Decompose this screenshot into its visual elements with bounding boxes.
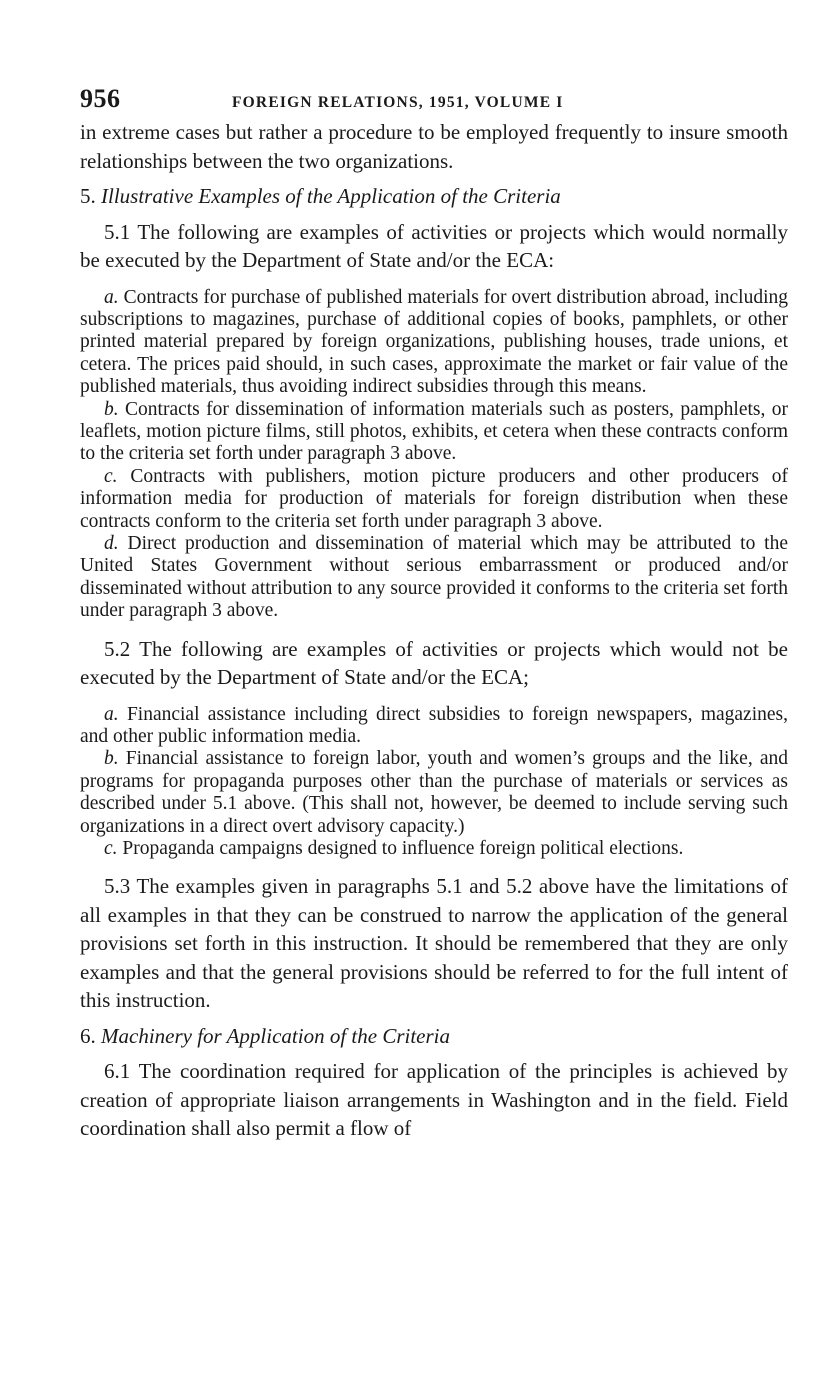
item-text: Contracts with publishers, motion picture producers and other producers of information media for production of materials for foreign distribution when these contracts conform to the criteria set forth under paragraph 3 above.	[80, 465, 788, 532]
item-text: Propaganda campaigns designed to influence foreign political elections.	[122, 838, 684, 860]
list-item	[80, 533, 788, 623]
section-title: Machinery for Application of the Criteria	[101, 1023, 450, 1048]
list-item	[80, 748, 788, 838]
continued-paragraph: in extreme cases but rather a procedure to be employed frequently to insure smooth relationships between the two organizations.	[80, 120, 788, 173]
item-text: Financial assistance including direct subsidies to foreign newspapers, magazines, and other public information media.	[80, 703, 788, 747]
item-letter: b.	[104, 398, 119, 420]
list-5-2	[80, 704, 788, 861]
running-head: FOREIGN RELATIONS, 1951, VOLUME I	[232, 94, 564, 111]
list-item	[80, 399, 788, 466]
list-5-1	[80, 287, 788, 623]
paragraph-5-2: 5.2 The following are examples of activities or projects which would not be executed by the Department of State and/or the ECA;	[80, 636, 788, 690]
item-letter: b.	[104, 748, 119, 770]
paragraph-6-1: 6.1 The coordination required for application of the principles is achieved by creation of appropriate liaison arrangements in Washington and in the field. Field coordination shall also permit a flow of	[80, 1059, 788, 1141]
document-page	[80, 84, 788, 1143]
section-6-heading	[80, 1022, 788, 1051]
item-text: Direct production and dissemination of material which may be attributed to the United States Government without serious embarrassment or produced and/or disseminated without attribution to any source provided it conforms to the criteria set forth under paragraph 3 above.	[80, 532, 788, 622]
page-number: 956	[80, 84, 121, 113]
item-letter: a.	[104, 703, 119, 725]
paragraph-5-3: 5.3 The examples given in paragraphs 5.1 and 5.2 above have the limitations of all examples in that they can be construed to narrow the application of the general provisions set forth in this instruction. It should be remembered that they are only examples and that the general provisions should be referred to for the full intent of this instruction.	[80, 874, 788, 1013]
section-number: 6.	[80, 1023, 96, 1048]
item-letter: a.	[104, 286, 119, 308]
section-number: 5.	[80, 184, 96, 208]
item-letter: c.	[104, 838, 118, 860]
paragraph-5-1: 5.1 The following are examples of activities or projects which would normally be executed by the Department of State and/or the ECA:	[80, 219, 788, 272]
item-letter: c.	[104, 465, 118, 487]
list-item	[80, 287, 788, 399]
item-text: Contracts for purchase of published materials for overt distribution abroad, including subscriptions to magazines, purchase of additional copies of books, pamphlets, or other printed material prepared by foreign organizations, publishing houses, trade unions, et cetera. The prices paid should, in such cases, approximate the market or fair value of the published materials, thus avoiding indirect subsidies through this means.	[80, 286, 789, 398]
item-text: Contracts for dissemination of information materials such as posters, pamphlets, or leaflets, motion picture films, still photos, exhibits, et cetera when these contracts conform to the criteria set forth under paragraph 3 above.	[80, 398, 789, 465]
item-letter: d.	[104, 532, 119, 554]
item-text: Financial assistance to foreign labor, youth and women’s groups and the like, and programs for propaganda purposes other than the purchase of materials or services as described under 5.1 above. (This shall not, however, be deemed to include serving such organizations in a direct overt advisory capacity.)	[80, 748, 788, 837]
page-header	[80, 84, 788, 118]
list-item	[80, 704, 788, 749]
section-title: Illustrative Examples of the Application of the Criteria	[101, 184, 561, 208]
section-5-heading	[80, 182, 788, 211]
list-item	[80, 838, 788, 860]
list-item	[80, 466, 788, 533]
